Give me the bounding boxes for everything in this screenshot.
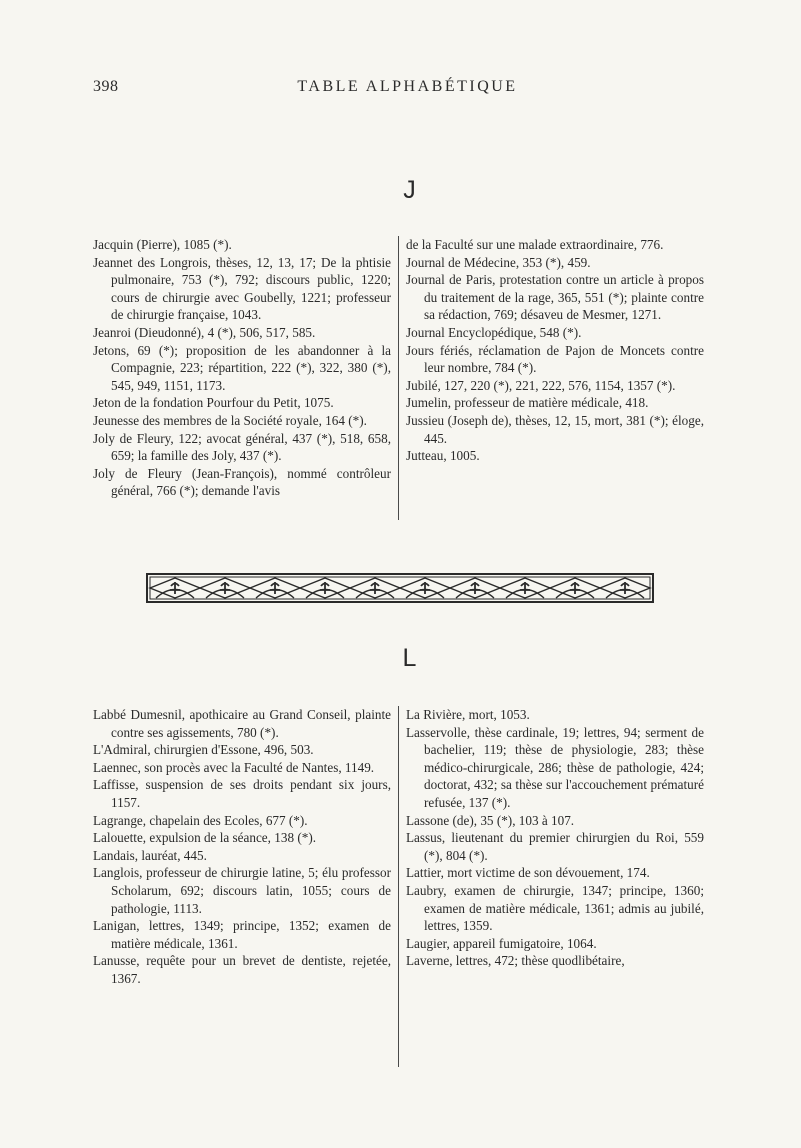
ornament-fleur [170,582,180,594]
ornament-fleur [470,582,480,594]
index-entry: Jeannet des Longrois, thèses, 12, 13, 17; De la phtisie pulmonaire, 753 (*), 792; discours public, 1220; cours de chirurgie avec Goubelly, 1221; professeur de chirurgie française, 1043. [93,254,391,323]
column-divider [398,706,399,1067]
index-entry: Laennec, son procès avec la Faculté de Nantes, 1149. [93,759,375,775]
index-entry: Langlois, professeur de chirurgie latine, 5; élu professor Scholarum, 692; discours latin, 1055; cours de pathologie, 1113. [93,865,391,916]
index-entry: Journal Encyclopédique, 548 (*). [406,324,582,340]
index-entry: Labbé Dumesnil, apothicaire au Grand Conseil, plainte contre ses agissements, 780 (*). [93,707,391,740]
index-entry: Lalouette, expulsion de la séance, 138 (*). [93,830,317,846]
column-divider [398,236,399,520]
ornament-fleur [320,582,330,594]
ornament-fleur [270,582,280,594]
index-entry: Jutteau, 1005. [406,448,480,464]
index-entry: Jours fériés, réclamation de Pajon de Moncets contre leur nombre, 784 (*). [406,342,704,376]
index-entry: Jacquin (Pierre), 1085 (*). [93,237,232,252]
column-j-right [406,236,704,465]
index-entry: Lanusse, requête pour un brevet de dentiste, rejetée, 1367. [93,953,391,986]
index-entry: Laubry, examen de chirurgie, 1347; principe, 1360; examen de matière médicale, 1361; admis au jubilé, lettres, 1359. [406,882,704,934]
index-entry: Laffisse, suspension de ses droits pendant six jours, 1157. [93,777,391,810]
index-entry: Jeton de la fondation Pourfour du Petit, 1075. [93,395,334,411]
ornament-fleur [220,582,230,594]
decorative-border-ornament [146,573,654,603]
index-entry: Lassone (de), 35 (*), 103 à 107. [406,812,575,828]
ornament-fleur [420,582,430,594]
index-entry: Journal de Médecine, 353 (*), 459. [406,254,591,270]
running-title: TABLE ALPHABÉTIQUE [297,78,518,95]
column-l-right [406,706,704,970]
ornament-fleur [520,582,530,594]
index-entry: Landais, lauréat, 445. [93,847,207,863]
section-letter-j: J [403,176,416,204]
index-entry: Lanigan, lettres, 1349; principe, 1352; examen de matière médicale, 1361. [93,918,391,951]
index-entry: Jeanroi (Dieudonné), 4 (*), 506, 517, 585. [93,324,316,340]
index-entry: Laugier, appareil fumigatoire, 1064. [406,935,597,951]
ornament-fleur [570,582,580,594]
ornament-fleur [370,582,380,594]
index-entry: La Rivière, mort, 1053. [406,707,530,722]
index-entry: Laverne, lettres, 472; thèse quodlibétaire, [406,953,625,969]
ornament-fleur [620,582,630,594]
index-entry: Lasservolle, thèse cardinale, 19; lettres, 94; serment de bachelier, 119; thèse de physiologie, 283; thèse médico-chirurgicale, 286; thèse de pathologie, 424; doctorat, 432; sa thèse sur l'accouchement prématuré refusée, 137 (*). [406,724,704,810]
page-number: 398 [93,78,119,95]
index-entry: Joly de Fleury (Jean-François), nommé contrôleur général, 766 (*); demande l'avis [93,465,391,499]
index-entry: Jeunesse des membres de la Société royale, 164 (*). [93,412,367,428]
column-j-left [93,236,391,500]
index-entry: Jussieu (Joseph de), thèses, 12, 15, mort, 381 (*); éloge, 445. [406,412,704,446]
index-entry: Jumelin, professeur de matière médicale, 418. [406,395,649,411]
index-entry: Jubilé, 127, 220 (*), 221, 222, 576, 1154, 1357 (*). [406,377,676,393]
index-entry: Jetons, 69 (*); proposition de les abandonner à la Compagnie, 223; répartition, 222 (*), 322, 380 (*), 545, 949, 1151, 1173. [93,342,391,393]
section-letter-l: L [402,644,417,672]
index-entry: Lagrange, chapelain des Ecoles, 677 (*). [93,812,308,828]
index-entry: Lattier, mort victime de son dévouement, 174. [406,865,650,881]
column-l-left [93,706,391,988]
index-entry: Journal de Paris, protestation contre un article à propos du traitement de la rage, 365, 551 (*); plainte contre sa rédaction, 769; désaveu de Mesmer, 1271. [406,272,704,323]
index-entry: Lassus, lieutenant du premier chirurgien du Roi, 559 (*), 804 (*). [406,830,704,863]
index-entry: Joly de Fleury, 122; avocat général, 437 (*), 518, 658, 659; la famille des Joly, 437 (*). [93,430,391,464]
index-entry: de la Faculté sur une malade extraordinaire, 776. [406,237,664,252]
index-entry: L'Admiral, chirurgien d'Essone, 496, 503. [93,742,314,758]
